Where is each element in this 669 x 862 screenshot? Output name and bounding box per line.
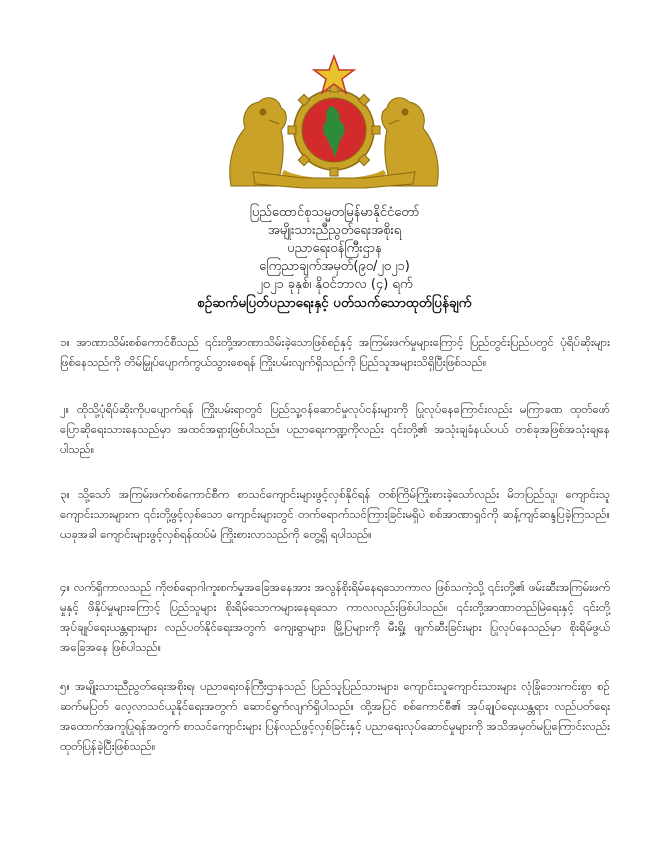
paragraph-4: ၄။ လက်ရှိကာလသည် ကိုဗစ်ရောဂါကူးစက်မှုအခြေအနေအား အလွန်စိုးရိမ်နေရသောကာလ ဖြစ်သကဲ့သို့ ၎င်းတို့၏ ဖမ်းဆီးအကြမ်းဖက်မှုနှင့် ဖိနှိပ်မှုများကြောင့် ပြည်သူများ စိုးရိမ်သောကများနေရသော ကာလလည်းဖြစ်ပါသည်။ ၎င်းတို့အာဏာတည်မြဲရေးနှင့် ၎င်းတို့ အုပ်ချုပ်ရေးယန္တရားများ လည်ပတ်နိုင်ရေးအတွက် ကျေးရွာများ၊ မြို့ပြများကို မီးရှို့၊ ဖျက်ဆီးခြင်းများ ပြုလုပ်နေသည်မှာ စိုးရိမ်ဖွယ်အခြေအနေ ဖြစ်ပါသည်။ [60, 580, 610, 654]
announcement-number: ကြေညာချက်အမှတ်(၉၀/၂၀၂၁) [259, 259, 410, 274]
announcement-date: ၂၀၂၁ ခုနှစ်၊ နိုဝင်ဘာလ (၄) ရက် [256, 277, 413, 292]
announcement-title: စဉ်ဆက်မပြတ်ပညာရေးနှင့် ပတ်သက်သောထုတ်ပြန်ချက် [197, 295, 472, 311]
document-header [80, 204, 589, 312]
country-name: ပြည်ထောင်စုသမ္မတမြန်မာနိုင်ငံတော် [249, 205, 420, 220]
paragraph-2: ၂။ ထိုသို့ပုံရိပ်ဆိုးကိုပပျောက်ရန် ကြိုးပမ်းရာတွင် ပြည်သူ့ဝန်ဆောင်မှုလုပ်ငန်းများကို ပြုလုပ်နေကြောင်းလည်း မကြာခဏ ထုတ်ဖော်ပြောဆိုရေးသားနေသည်မှာ အထင်အရှားဖြစ်ပါသည်။ ပညာရေးကဏ္ဍကိုလည်း ၎င်းတို့၏ အသုံးချခံနယ်ပယ် တစ်ခုအဖြစ်အသုံးချနေပါသည်။ [60, 402, 610, 456]
government-name: အမျိုးသားညီညွတ်ရေးအစိုးရ [267, 223, 402, 238]
ministry-name: ပညာရေးဝန်ကြီးဌာန [287, 241, 382, 256]
paragraph-1: ၁။ အာဏာသိမ်းစစ်ကောင်စီသည် ၎င်းတို့အာဏာသိမ်းခဲ့သောဖြစ်စဉ်နှင့် အကြမ်းဖက်မှုများကြောင့် ပြည်တွင်းပြည်ပတွင် ပုံရိပ်ဆိုးများဖြစ်နေသည်ကို တိမ်မြှုပ်ပျောက်ကွယ်သွားစေရန် ကြိုးပမ်းလျက်ရှိသည်ကို ပြည်သူအများသိရှိပြီးဖြစ်သည်။ [60, 335, 610, 369]
state-seal-emblem [223, 54, 445, 192]
paragraph-3: ၃။ သို့သော် အကြမ်းဖက်စစ်ကောင်စီက စာသင်ကျောင်းများဖွင့်လှစ်နိုင်ရန် တစ်ကြိမ်ကြိုးစားခဲ့သော်လည်း မိဘပြည်သူ၊ ကျောင်းသူကျောင်းသားများက ၎င်းတို့ဖွင့်လှစ်သော ကျောင်းများတွင် တက်ရောက်သင်ကြားခြင်းမရှိပဲ စစ်အာဏာရှင်ကို ဆန့်ကျင်ဆန္ဒပြခဲ့ကြသည်။ ယခုအခါ ကျောင်းများဖွင့်လှစ်ရန်ထပ်မံ ကြိုးစားလာသည်ကို တွေ့ရှိ ရပါသည်။ [60, 487, 610, 541]
cog-wheel-icon [288, 84, 380, 176]
paragraph-5: ၅။ အမျိုးသားညီညွတ်ရေးအစိုးရ၊ ပညာရေးဝန်ကြီးဌာနသည် ပြည်သူပြည်သားများ၊ ကျောင်းသူကျောင်းသားများ လုံခြုံဘေးကင်းစွာ စဉ်ဆက်မပြတ် လေ့လာသင်ယူနိုင်ရေးအတွက် ဆောင်ရွက်လျက်ရှိပါသည်။ ထို့အပြင် စစ်ကောင်စီ၏ အုပ်ချုပ်ရေးယန္တရား လည်ပတ်ရေး အထောက်အကူပြုရန်အတွက် စာသင်ကျောင်းများ ပြန်လည်ဖွင့်လှစ်ခြင်းနှင့် ပညာရေးလုပ်ဆောင်မှုများကို အသိအမှတ်မပြုကြောင်းလည်း ထုတ်ပြန်ခဲ့ပြီးဖြစ်သည်။ [60, 679, 610, 753]
